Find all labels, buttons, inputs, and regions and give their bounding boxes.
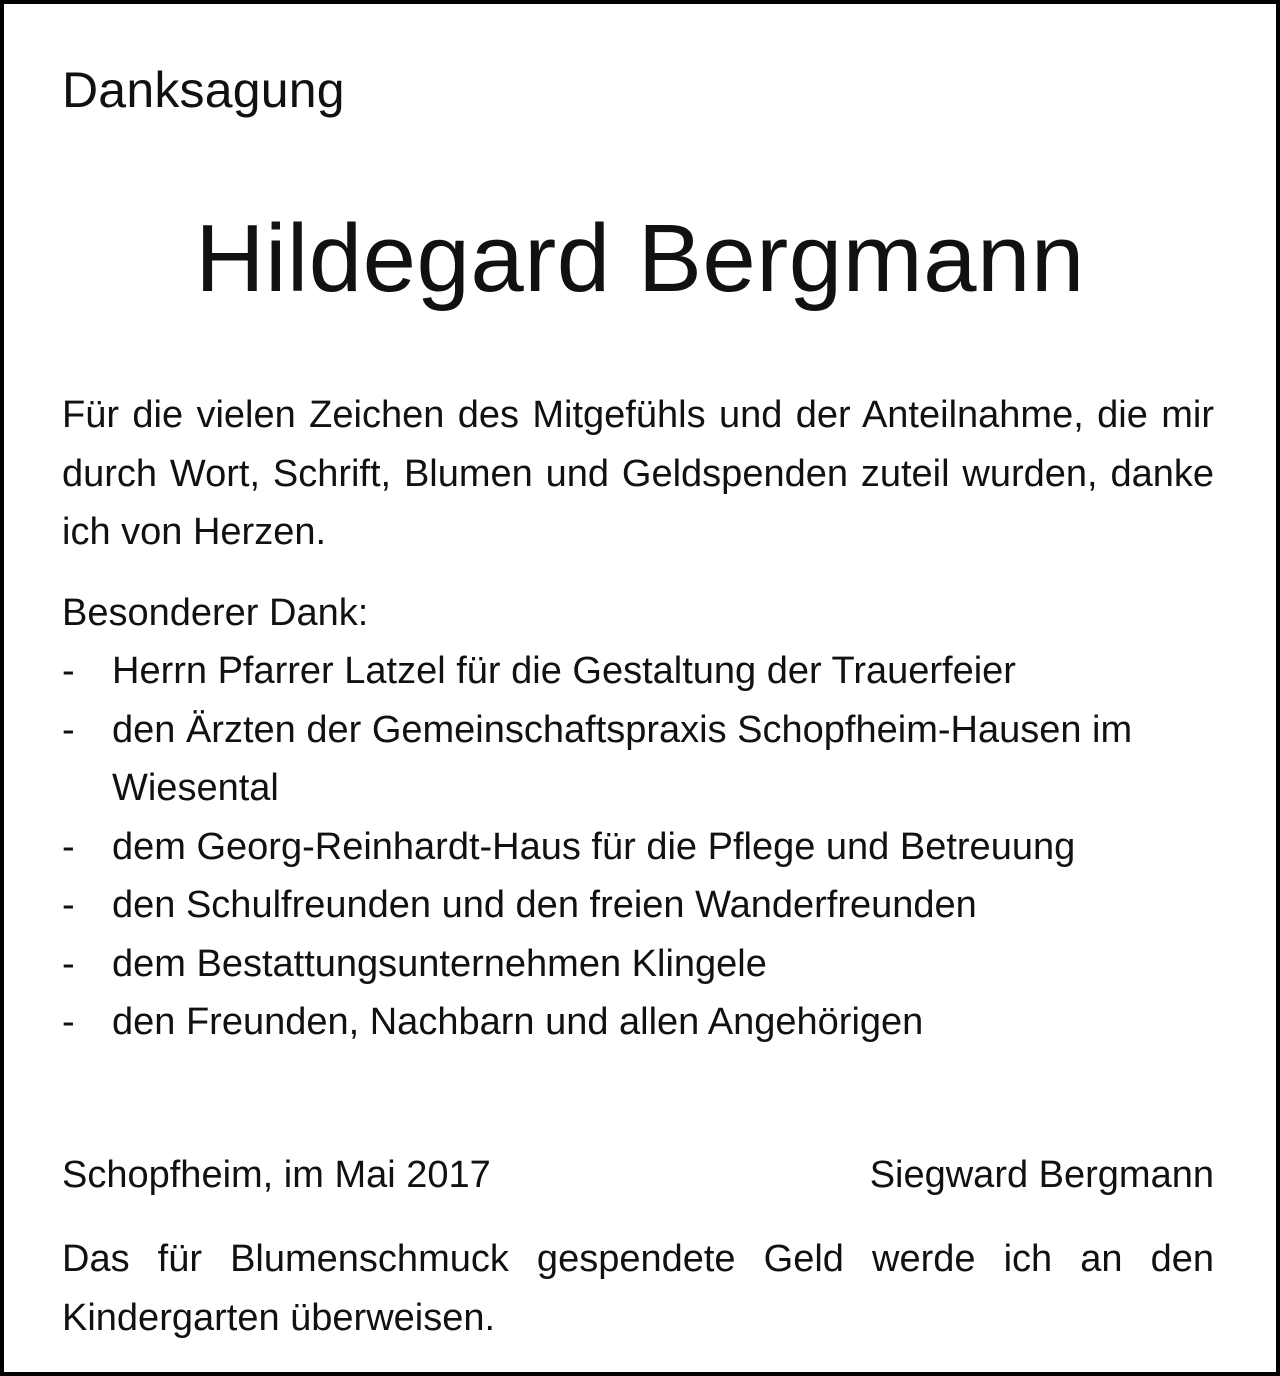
thanks-item xyxy=(62,701,1222,818)
thanks-item-text: dem Bestattungsunternehmen Klingele xyxy=(112,942,767,985)
thanks-item-text: den Schulfreunden und den freien Wanderfreunden xyxy=(112,884,977,926)
special-thanks-title: Besonderer Dank: xyxy=(62,592,369,634)
thanks-item-text: den Freunden, Nachbarn und allen Angehörigen xyxy=(112,1001,924,1043)
thanks-item xyxy=(62,876,1222,935)
notice-heading: Danksagung xyxy=(62,62,345,118)
thanks-item xyxy=(62,818,1222,877)
thanks-item xyxy=(62,642,1222,701)
bullet-dash: - xyxy=(62,825,75,868)
signature: Siegward Bergmann xyxy=(869,1154,1214,1196)
thanks-item xyxy=(62,935,1222,994)
bullet-dash: - xyxy=(62,884,75,926)
thanks-item-text: den Ärzten der Gemeinschaftspraxis Schopfheim-Hausen im Wiesental xyxy=(112,708,1133,809)
donation-note: Das für Blumenschmuck gespendete Geld werde ich an den Kindergarten überweisen. xyxy=(62,1238,1214,1339)
thanks-item-text: dem Georg-Reinhardt-Haus für die Pflege und Betreuung xyxy=(112,825,1076,868)
place-date: Schopfheim, im Mai 2017 xyxy=(62,1154,491,1196)
footer-row xyxy=(62,1146,1214,1205)
bullet-dash: - xyxy=(62,942,75,985)
bullet-dash: - xyxy=(62,650,75,692)
thanks-item-text: Herrn Pfarrer Latzel für die Gestaltung der Trauerfeier xyxy=(112,650,1016,692)
thanks-item xyxy=(62,993,1222,1052)
thanks-list xyxy=(62,642,1222,1052)
intro-paragraph: Für die vielen Zeichen des Mitgefühls und der Anteilnahme, die mir durch Wort, Schrift, Blumen und Geldspenden zuteil wurden, danke ich von Herzen. xyxy=(62,394,1214,553)
bullet-dash: - xyxy=(62,708,75,751)
bullet-dash: - xyxy=(62,1001,75,1043)
deceased-name: Hildegard Bergmann xyxy=(195,205,1085,312)
